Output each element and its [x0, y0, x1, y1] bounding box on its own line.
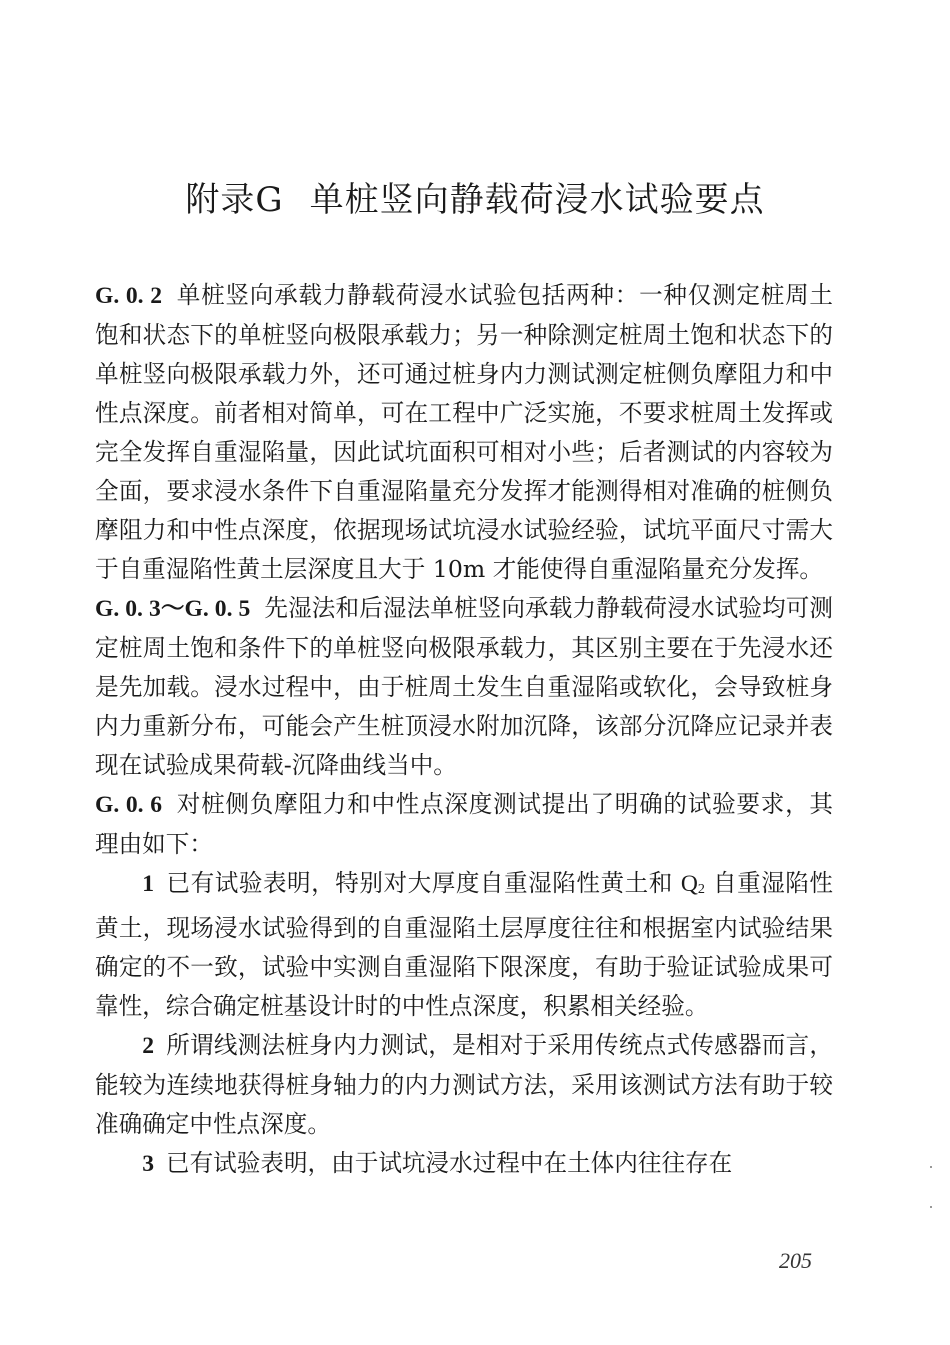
item-text: 所谓线测法桩身内力测试，是相对于采用传统点式传感器而言，能较为连续地获得桩身轴力的内力测试方法，采用该测试方法有助于较准确确定中性点深度。: [95, 1031, 833, 1138]
body-text: [95, 276, 833, 1184]
appendix-code: 附录G: [185, 180, 284, 220]
q-subscript: 2: [697, 881, 705, 897]
clause-g-0-3-to-g-0-5: [95, 589, 833, 785]
list-item-2: [95, 1026, 833, 1144]
clause-number: G. 0. 3～G. 0. 5: [95, 596, 251, 622]
clause-number: G. 0. 2: [95, 283, 163, 309]
item-number: 3: [142, 1151, 154, 1177]
clause-g-0-6: [95, 785, 833, 864]
scan-speck: [930, 1206, 932, 1208]
appendix-title: [0, 172, 950, 221]
clause-text: 单桩竖向承载力静载荷浸水试验包括两种：一种仅测定桩周土饱和状态下的单桩竖向极限承载力；另一种除测定桩周土饱和状态下的单桩竖向极限承载力外，还可通过桩身内力测试测定桩侧负摩阻力和中性点深度。前者相对简单，可在工程中广泛实施，不要求桩周土发挥或完全发挥自重湿陷量，因此试坑面积可相对小些；后者测试的内容较为全面，要求浸水条件下自重湿陷量充分发挥才能测得相对准确的桩侧负摩阻力和中性点深度，依据现场试坑浸水试验经验，试坑平面尺寸需大于自重湿陷性黄土层深度且大于 10m 才能使得自重湿陷量充分发挥。: [95, 281, 834, 583]
item-text-after: 自重湿陷性黄土，现场浸水试验得到的自重湿陷土层厚度往往和根据室内试验结果确定的不一致，试验中实测自重湿陷下限深度，有助于验证试验成果可靠性，综合确定桩基设计时的中性点深度，积累相关经验。: [95, 869, 834, 1020]
scan-speck: [930, 1166, 932, 1168]
clause-text: 先湿法和后湿法单桩竖向承载力静载荷浸水试验均可测定桩周土饱和条件下的单桩竖向极限承载力，其区别主要在于先浸水还是先加载。浸水过程中，由于桩周土发生自重湿陷或软化，会导致桩身内力重新分布，可能会产生桩顶浸水附加沉降，该部分沉降应记录并表现在试验成果荷载-沉降曲线当中。: [95, 594, 833, 779]
item-text: 已有试验表明，由于试坑浸水过程中在土体内往往存在: [165, 1149, 733, 1177]
list-item-3: [95, 1144, 833, 1184]
q2-symbol: [681, 871, 705, 897]
clause-text: 对桩侧负摩阻力和中性点深度测试提出了明确的试验要求，其理由如下：: [95, 790, 834, 858]
item-number: 2: [142, 1033, 154, 1059]
item-number: 1: [142, 871, 154, 897]
clause-number: G. 0. 6: [95, 792, 163, 818]
appendix-title-text: 单桩竖向静载荷浸水试验要点: [309, 180, 765, 220]
q-letter: Q: [680, 871, 698, 897]
page-number: 205: [779, 1248, 812, 1273]
clause-g-0-2: [95, 276, 833, 589]
item-text-before: 已有试验表明，特别对大厚度自重湿陷性黄土和: [165, 869, 681, 897]
list-item-1: [95, 864, 833, 1026]
